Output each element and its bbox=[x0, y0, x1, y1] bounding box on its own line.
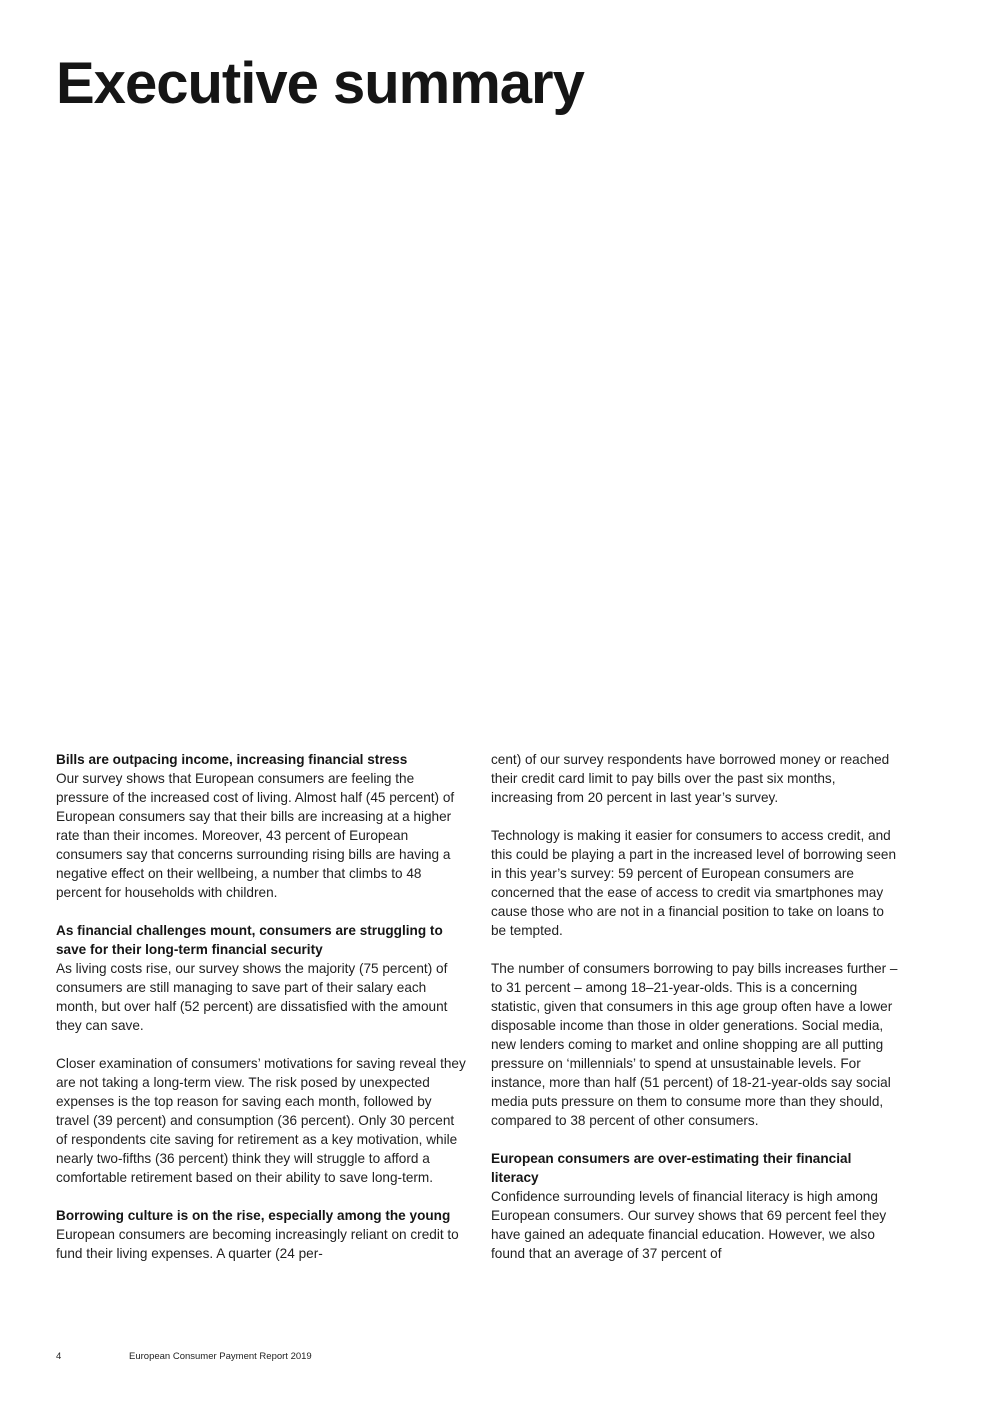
paragraph-technology-credit: Technology is making it easier for consumers to access credit, and this could be playing a part in the increased level of borrowing seen in this year’s survey: 59 percent of European consumers are concerned that the ease of access to credit via smartphones may cause those who are not in a financial position to take on loans to be tempted. bbox=[491, 828, 897, 938]
paragraph-literacy: Confidence surrounding levels of financial literacy is high among European consumers. Our survey shows that 69 percent feel they have gained an adequate financial education. However, we also found that an average of 37 percent of bbox=[491, 1189, 887, 1261]
paragraph-borrowing-continued: cent) of our survey respondents have borrowed money or reached their credit card limit to pay bills over the past six months, increasing from 20 percent in last year’s survey. bbox=[491, 752, 890, 805]
section-heading-saving: As financial challenges mount, consumers are struggling to save for their long-term financial security bbox=[56, 923, 443, 957]
page-title: Executive summary bbox=[56, 51, 584, 116]
section-bills-intro bbox=[56, 750, 468, 902]
paragraph-saving-motivations: Closer examination of consumers’ motivations for saving reveal they are not taking a long-term view. The risk posed by unexpected expenses is the top reason for saving each month, followed by travel (39 percent) and consumption (36 percent). Only 30 percent of respondents cite saving for retirement as a key motivation, while nearly two-fifths (36 percent) think they will struggle to afford a comfortable retirement based on their ability to save long-term. bbox=[56, 1056, 466, 1185]
page-number: 4 bbox=[56, 1351, 62, 1362]
section-heading-borrowing: Borrowing culture is on the rise, especially among the young bbox=[56, 1208, 451, 1223]
right-column bbox=[491, 750, 899, 1263]
paragraph-bills: Our survey shows that European consumers are feeling the pressure of the increased cost of living. Almost half (45 percent) of European consumers say that their bills are increasing at a higher rate than their incomes. Moreover, 43 percent of European consumers say that concerns surrounding rising bills are having a negative effect on their wellbeing, a number that climbs to 48 percent for households with children. bbox=[56, 771, 455, 900]
paragraph-borrowing-reliant: European consumers are becoming increasingly reliant on credit to fund their living expenses. A quarter (24 per- bbox=[56, 1227, 459, 1261]
left-column bbox=[56, 750, 468, 1263]
section-literacy-intro bbox=[491, 1149, 899, 1263]
paragraph-saving-majority: As living costs rise, our survey shows the majority (75 percent) of consumers are still managing to save part of their salary each month, but over half (52 percent) are dissatisfied with the amount they can save. bbox=[56, 961, 448, 1033]
paragraph-young-borrowers: The number of consumers borrowing to pay bills increases further – to 31 percent – among 18–21-year-olds. This is a concerning statistic, given that consumers in this age group often have a lower disposable income than those in older generations. Social media, new lenders coming to market and online shopping are all putting pressure on ‘millennials’ to spend at unsustainable levels. For instance, more than half (51 percent) of 18-21-year-olds say social media puts pressure on them to consume more than they should, compared to 38 percent of other consumers. bbox=[491, 961, 898, 1128]
footer-report-title: European Consumer Payment Report 2019 bbox=[129, 1351, 312, 1362]
section-borrowing-intro bbox=[56, 1206, 468, 1263]
section-heading-bills: Bills are outpacing income, increasing financial stress bbox=[56, 752, 408, 767]
section-heading-literacy: European consumers are over-estimating their financial literacy bbox=[491, 1151, 852, 1185]
section-saving-intro bbox=[56, 921, 468, 1035]
